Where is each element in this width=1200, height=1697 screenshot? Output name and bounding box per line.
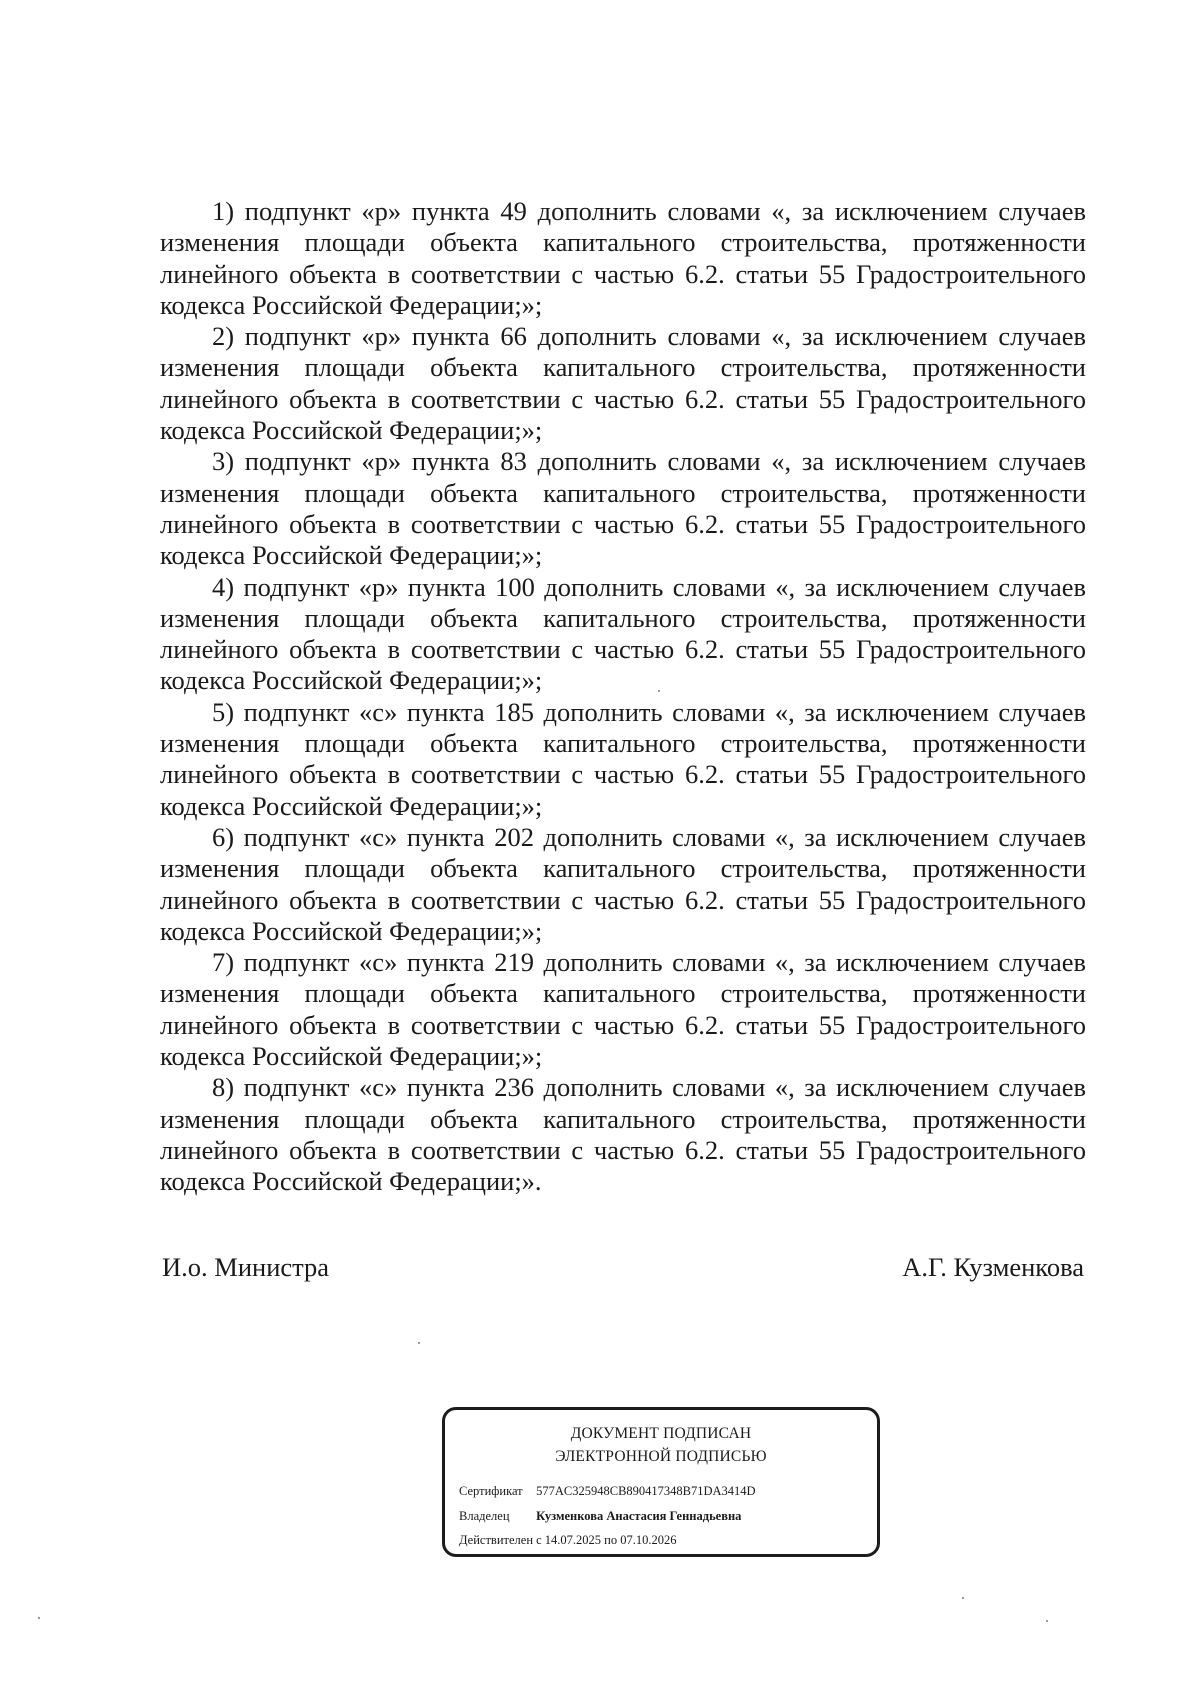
signatory-name: А.Г. Кузменкова — [902, 1252, 1084, 1282]
scan-speck — [418, 1342, 420, 1344]
stamp-certificate-row — [459, 1484, 756, 1499]
amendment-item-1: 1) подпункт «р» пункта 49 дополнить словами «, за исключением случаев изменения площади объекта капитального строительства, протяженности линейного объекта в соответствии с частью 6.2. статьи 55 Градостроительного кодекса Российской Федерации;»; — [160, 196, 1086, 320]
stamp-heading — [445, 1422, 877, 1468]
certificate-label: Сертификат — [459, 1484, 523, 1498]
signatory-title: И.о. Министра — [162, 1252, 330, 1282]
stamp-validity-row — [459, 1533, 677, 1548]
scan-speck — [962, 1597, 964, 1599]
validity-value: с 14.07.2025 по 07.10.2026 — [536, 1533, 677, 1547]
amendment-item-6: 6) подпункт «с» пункта 202 дополнить словами «, за исключением случаев изменения площади объекта капитального строительства, протяженности линейного объекта в соответствии с частью 6.2. статьи 55 Градостроительного кодекса Российской Федерации;»; — [160, 821, 1086, 946]
owner-value: Кузменкова Анастасия Геннадьевна — [536, 1509, 742, 1523]
amendment-item-3: 3) подпункт «р» пункта 83 дополнить словами «, за исключением случаев изменения площади объекта капитального строительства, протяженности линейного объекта в соответствии с частью 6.2. статьи 55 Градостроительного кодекса Российской Федерации;»; — [160, 446, 1086, 571]
validity-label: Действителен — [459, 1533, 534, 1547]
stamp-owner-row — [459, 1509, 741, 1524]
amendment-item-2: 2) подпункт «р» пункта 66 дополнить словами «, за исключением случаев изменения площади объекта капитального строительства, протяженности линейного объекта в соответствии с частью 6.2. статьи 55 Градостроительного кодекса Российской Федерации;»; — [160, 321, 1086, 446]
certificate-value: 577AC325948CB890417348B71DA3414D — [536, 1484, 756, 1498]
amendments-list — [160, 196, 1086, 1198]
amendment-item-5: 5) подпункт «с» пункта 185 дополнить словами «, за исключением случаев изменения площади объекта капитального строительства, протяженности линейного объекта в соответствии с частью 6.2. статьи 55 Градостроительного кодекса Российской Федерации;»; — [160, 696, 1086, 821]
electronic-signature-stamp — [442, 1407, 880, 1557]
scan-speck — [658, 690, 660, 692]
scan-speck — [38, 1617, 40, 1619]
amendment-item-8: 8) подпункт «с» пункта 236 дополнить словами «, за исключением случаев изменения площади объекта капитального строительства, протяженности линейного объекта в соответствии с частью 6.2. статьи 55 Градостроительного кодекса Российской Федерации;». — [160, 1072, 1086, 1197]
stamp-heading-line2: ЭЛЕКТРОННОЙ ПОДПИСЬЮ — [555, 1448, 767, 1465]
scan-speck — [1046, 1620, 1048, 1622]
owner-label: Владелец — [459, 1509, 510, 1523]
amendment-item-4: 4) подпункт «р» пункта 100 дополнить словами «, за исключением случаев изменения площади объекта капитального строительства, протяженности линейного объекта в соответствии с частью 6.2. статьи 55 Градостроительного кодекса Российской Федерации;»; — [160, 571, 1086, 696]
stamp-heading-line1: ДОКУМЕНТ ПОДПИСАН — [570, 1425, 752, 1442]
amendment-item-7: 7) подпункт «с» пункта 219 дополнить словами «, за исключением случаев изменения площади объекта капитального строительства, протяженности линейного объекта в соответствии с частью 6.2. статьи 55 Градостроительного кодекса Российской Федерации;»; — [160, 947, 1086, 1072]
